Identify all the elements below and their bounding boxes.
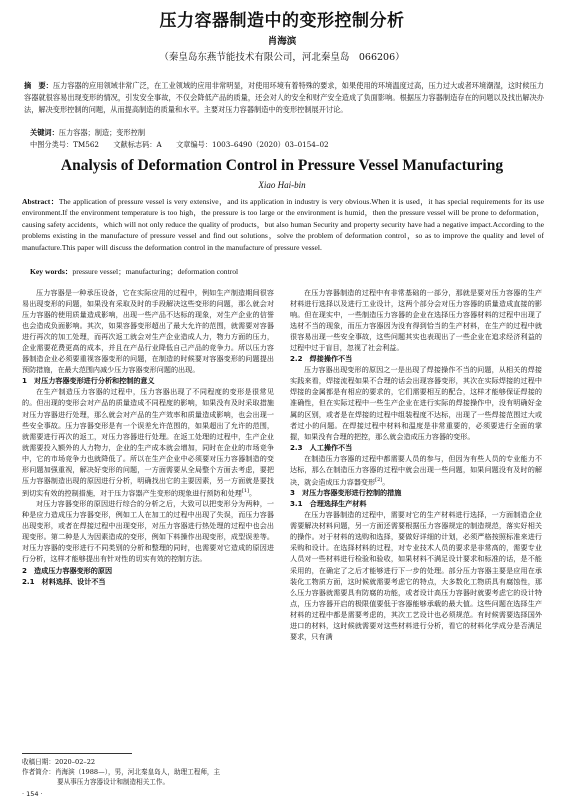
citation-2: [2]	[375, 476, 383, 483]
section-heading-2: 2 造成压力容器变形的原因	[22, 565, 113, 575]
footnote-divider	[22, 753, 132, 754]
keywords-text-cn: 压力容器；制造；变形控制	[58, 128, 146, 137]
abstract-english	[22, 196, 544, 253]
author-chinese: 肖海滨	[267, 36, 297, 47]
subsection-heading-2-2: 2.2 焊接操作不当	[290, 354, 353, 364]
footnote	[22, 757, 282, 787]
paragraph-s22-1: 压力容器出现变形的原因之一是出现了焊接操作不当的问题，从相关的焊接实践来看，焊接流程如果不合理的话会出现容器变形，其次在实际焊接的过程中焊接的金属都是有相应的要求的，它们需要相互的配合，这样才能够保证焊接的准确性，但在实际过程中一些生产企业在进行实际的焊接操作中，没有明确好金属的区别，或者是在焊接的过程中组装程度不达标，出现了一些焊接范围过大或者过小的问题。在焊接过程中材料和温度是非常重要的，必须要进行全面的掌握，如果没有合理的把控，那么就会造成压力容器的变形。	[290, 365, 542, 441]
paragraph-intro: 压力容器是一种承压设备，它在实际应用的过程中，例如生产制造期间很容易出现变形的问题，如果没有采取及时的手段解决这些变形的问题，那么就会对压力容器的使用质量造成影响，出现一些产品不达标的现象，对生产企业的信誉也会造成负面影响。其次，如果容器变形超出了最大允许的范围，就需要对容器进行再次的加工处理，而再次返工就会对生产企业造成人力，物力方面的压力，企业需要花费更高的成本，并且在产品行业降低自己产品的竞争力。所以压力容器制造企业必须要重视容器变形的问题，在制造的时候要对容器变形的问题提出预防措施，在最大范围内减少压力容器变形问题的出现。	[22, 288, 274, 375]
footnote-author-bio-1: 作者简介：肖海滨（1988—），男，河北秦皇岛人，助理工程师，主	[22, 768, 221, 776]
page-number: · 154 ·	[22, 790, 43, 798]
abstract-text-cn: 压力容器的应用领域非常广泛，在工业领域的应用非常明显，对使用环境有着特殊的要求，如果使用的环境温度过高，压力过大或者环境潮湿，这时候压力容器就很容易出现变形的情况，引发安全事故，不仅会降低产品的质量，还会对人的安全和财产安全造成了负面影响。根据压力容器制造存在的问题以及找出解决办法，解决变形控制的问题，从而提高制造的质量和水平。主要对压力容器制造中的变形控制展开讨论。	[24, 81, 544, 115]
paragraph-s23-1: 在制造压力容器的过程中都需要人员的参与，但因为有些人员的专业能力不达标，那么在制造压力容器的过程中就会出现一些问题，如果问题没有及时的解决，就会造成压力容器变形[2]。	[290, 453, 542, 487]
footnote-author-bio-2: 要从事压力容器设计和制造相关工作。	[57, 778, 170, 786]
keywords-label-cn: 关键词：	[30, 128, 59, 137]
footnote-received: 收稿日期：2020–02–22	[22, 758, 96, 766]
paragraph-s31-1: 在压力容器制造的过程中，需要对它的生产材料进行选择，一方面制造企业需要解决材料问题，另一方面还需要根据压力容器规定的制造规范，落实好相关的操作。对于材料的选购和选择，要做好详细的计划，必须严格按照标准来进行采购和设计。在选择材料的过程，对专业技术人员的要求是非常高的，需要专业人员对一些材料进行检验和验收，如果材料不满足设计要求和标准的话，是不能采用的，在确定了之后才能够进行下一步的处理。部分压力容器主要是应用在承装化工物质方面，这时候就需要考虑它的特点，大多数化工物质具有腐蚀性，那么压力容器就需要具有防腐的功能，或者设计高压力容器时就要考虑它的设计特点，压力容器开启的极限值要低于容器能够承载的最大值。这些问题在选择生产材料的过程中都是需要考虑的，其次工艺设计也必须规范。有时候需要选择国外进口的材料，这时候就需要对这些材料进行分析，看它的材料化学成分是否满足要求，只有满	[290, 510, 542, 641]
abstract-chinese	[24, 80, 544, 117]
subsection-heading-2-1: 2.1 材料选择、设计不当	[22, 576, 106, 586]
body-column-left	[22, 287, 274, 587]
affiliation-chinese: （秦皇岛东燕节能技术有限公司，河北秦皇岛 066206）	[159, 52, 405, 63]
subsection-heading-3-1: 3.1 合理选择生产材料	[290, 499, 367, 509]
section-heading-1: 1 对压力容器变形进行分析和控制的意义	[22, 376, 155, 386]
subsection-heading-2-3: 2.3 人工操作不当	[290, 442, 353, 452]
paragraph-s23-1-text: 在制造压力容器的过程中都需要人员的参与，但因为有些人员的专业能力不达标，那么在制造压力容器的过程中就会出现一些问题，如果问题没有及时的解决，就会造成压力容器变形	[290, 453, 542, 487]
section-heading-3: 3 对压力容器变形进行控制的措施	[290, 488, 402, 498]
title-chinese: 压力容器制造中的变形控制分析	[159, 11, 405, 31]
keywords-text-en: pressure vessel；manufacturing；deformation control	[72, 267, 239, 276]
paragraph-s1-1: 在生产制造压力容器的过程中，压力容器出现了不同程度的变形是很常见的。但出现的变形会对产品的质量造成不同程度的影响，如果没有及时采取措施对压力容器进行处理，那么就会对产品的生产效率和质量造成影响，也会出现一些安全事故。压力容器变形是有一个误差允许范围的，如果超出了允许的范围，就需要进行再次的返工，对压力容器进行处理。在返工处理的过程中，生产企业就需要投入额外的人力物力，企业的生产成本就会增加，同时在企业的市场竞争中，它的市场竞争力也就降低了。所以在生产企业中必须要对压力容器制造的变形问题加强重视，解决好变形的问题，一方面需要从全局整个方面去考虑，要把压力容器制造出现的原因进行分析，明确找出它的主要因素，另一方面就是要找到切实有效的控制措施，对于压力容器产生变形的现象进行预防和处理[1]。	[22, 387, 274, 498]
paragraph-s21-1: 在压力容器制造的过程中有非常基础的一部分，那就是要对压力容器的生产材料进行选择以及进行工业设计，这两个部分会对压力容器的质量造成直接的影响。但在现实中，一些制造压力容器的企业在选择压力容器材料的过程中出现了选材不当的现象，而压力容器因为没有得到恰当的生产材料，在生产的过程中就很容易出现一些安全事故，这些问题其实也表现出了一些企业在追求经济利益的过程中过于盲目，忽视了社会利益。	[290, 288, 542, 353]
abstract-label-cn: 摘 要：	[24, 81, 53, 90]
title-english: Analysis of Deformation Control in Pressure Vessel Manufacturing	[60, 157, 504, 174]
paragraph-s1-1-text: 在生产制造压力容器的过程中，压力容器出现了不同程度的变形是很常见的。但出现的变形会对产品的质量造成不同程度的影响，如果没有及时采取措施对压力容器进行处理，那么就会对产品的生产效率和质量造成影响，也会出现一些安全事故。压力容器变形是有一个误差允许范围的，如果超出了允许的范围，就需要进行再次的返工，对压力容器进行处理。在返工处理的过程中，生产企业就需要投入额外的人力物力，企业的生产成本就会增加，同时在企业的市场竞争中，它的市场竞争力也就降低了。所以在生产企业中必须要对压力容器制造的变形问题加强重视，解决好变形的问题，一方面需要从全局整个方面去考虑，要把压力容器制造出现的原因进行分析，明确找出它的主要因素，另一方面就是要找到切实有效的控制措施，对于压力容器产生变形的现象进行预防和处理	[22, 387, 274, 498]
keywords-english	[30, 266, 238, 277]
citation-1: [1]	[241, 487, 249, 494]
keywords-chinese	[30, 128, 145, 138]
author-english: Xiao Hai-bin	[258, 180, 306, 190]
abstract-label-en: Abstract：	[22, 197, 59, 206]
paragraph-s1-2: 对压力容器变形的原因进行综合的分析之后，大致可以把变形分为两种，一种是应力造成压力容器变形，例如工人在加工的过程中出现了失误，而压力容器出现变形，或者在焊接过程中出现变形，对压力容器进行热处理的过程中也会出现变形。第二种是人为因素造成的变形，例如下料操作出现变形，成型误差等。对压力容器的变形进行不同类别的分析和整理的同时，也需要对它造成的原因进行分析，这样才能够提出有针对性的切实有效的控制方法。	[22, 499, 274, 564]
keywords-label-en: Key words：	[30, 267, 73, 276]
body-column-right	[290, 287, 542, 642]
abstract-text-en: The application of pressure vessel is very extensive，and its application in industry is very obvious.When it is used，it has special requirements for its use environment.If the environment temperature is too high，the pressure is too large or the environment is humid，then the pressure vessel will be prone to deformation，causing safety accidents，which will not only reduce the quality of products，but also human Security and property security have had a negative impact.According to the problems existing in the manufacture of pressure vessel and find out solutions，solve the problem of deformation control，so as to improve the quality and level of manufacture.This paper will discuss the deformation control in the manufacture of pressure vessel.	[22, 197, 544, 252]
classification-meta: 中图分类号：TM562 文献标志码：A 文章编号：1003–6490（2020）03–0154–02	[30, 140, 329, 149]
